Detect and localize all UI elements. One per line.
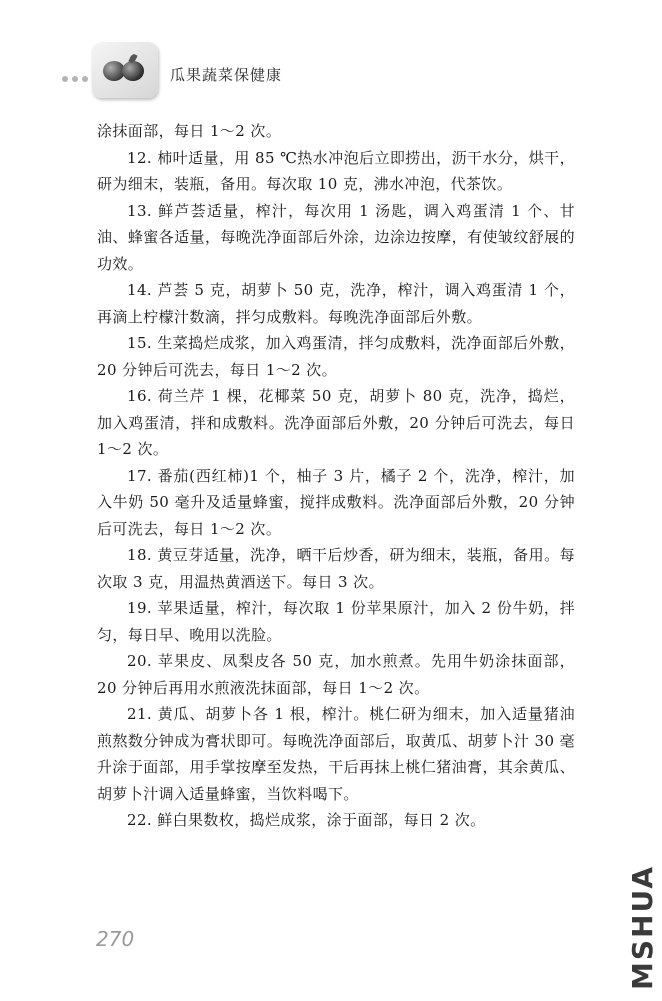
decorative-dots bbox=[62, 67, 92, 86]
paragraph: 13. 鲜芦荟适量，榨汁，每次用 1 汤匙，调入鸡蛋清 1 个、甘油、蜂蜜各适量，每晚洗净面部后外涂，边涂边按摩，有使皱纹舒展的功效。 bbox=[97, 201, 575, 273]
dot bbox=[62, 76, 68, 82]
fruit-plate-icon bbox=[92, 42, 158, 98]
dot bbox=[72, 76, 78, 82]
page-body bbox=[97, 118, 575, 834]
apple-icon bbox=[122, 61, 144, 81]
paragraph: 22. 鲜白果数枚，捣烂成浆，涂于面部，每日 2 次。 bbox=[127, 811, 486, 829]
running-header bbox=[0, 36, 662, 106]
page-number: 270 bbox=[96, 927, 135, 951]
watermark: MSHUA bbox=[626, 864, 659, 990]
paragraph: 17. 番茄(西红柿)1 个，柚子 3 片，橘子 2 个，洗净，榨汁，加入牛奶 50 毫升及适量蜂蜜，搅拌成敷料。洗净面部后外敷，20 分钟后可洗去，每日 1～2 次。 bbox=[97, 466, 575, 538]
book-title: 瓜果蔬菜保健康 bbox=[170, 66, 283, 84]
paragraph: 21. 黄瓜、胡萝卜各 1 根，榨汁。桃仁研为细末，加入适量猪油煎熬数分钟成为膏状即可。每晚洗净面部后，取黄瓜、胡萝卜汁 30 毫升涂于面部，用手掌按摩至发热，干后再抹上桃仁猪油膏，其余黄瓜、胡萝卜汁调入适量蜂蜜，当饮料喝下。 bbox=[97, 705, 575, 803]
dot bbox=[82, 76, 88, 82]
paragraph: 16. 荷兰芹 1 棵，花椰菜 50 克，胡萝卜 80 克，洗净，捣烂，加入鸡蛋清，拌和成敷料。洗净面部后外敷，20 分钟后可洗去，每日 1～2 次。 bbox=[97, 387, 575, 458]
paragraph: 20. 苹果皮、凤梨皮各 50 克，加水煎煮。先用牛奶涂抹面部，20 分钟后再用水煎液洗抹面部，每日 1～2 次。 bbox=[97, 652, 575, 697]
paragraph: 14. 芦荟 5 克，胡萝卜 50 克，洗净，榨汁，调入鸡蛋清 1 个，再滴上柠檬汁数滴，拌匀成敷料。每晚洗净面部后外敷。 bbox=[97, 281, 575, 326]
paragraph: 18. 黄豆芽适量，洗净，晒干后炒香，研为细末，装瓶，备用。每次取 3 克，用温热黄酒送下。每日 3 次。 bbox=[97, 546, 575, 591]
paragraph: 12. 柿叶适量，用 85 ℃热水冲泡后立即捞出，沥干水分，烘干，研为细末，装瓶，备用。每次取 10 克，沸水冲泡，代茶饮。 bbox=[97, 148, 575, 193]
paragraph: 19. 苹果适量，榨汁，每次取 1 份苹果原汁，加入 2 份牛奶，拌匀，每日早、晚用以洗脸。 bbox=[97, 599, 575, 644]
paragraph: 涂抹面部，每日 1～2 次。 bbox=[97, 122, 282, 140]
paragraph: 15. 生菜捣烂成浆，加入鸡蛋清，拌匀成敷料，洗净面部后外敷，20 分钟后可洗去，每日 1～2 次。 bbox=[97, 334, 575, 379]
